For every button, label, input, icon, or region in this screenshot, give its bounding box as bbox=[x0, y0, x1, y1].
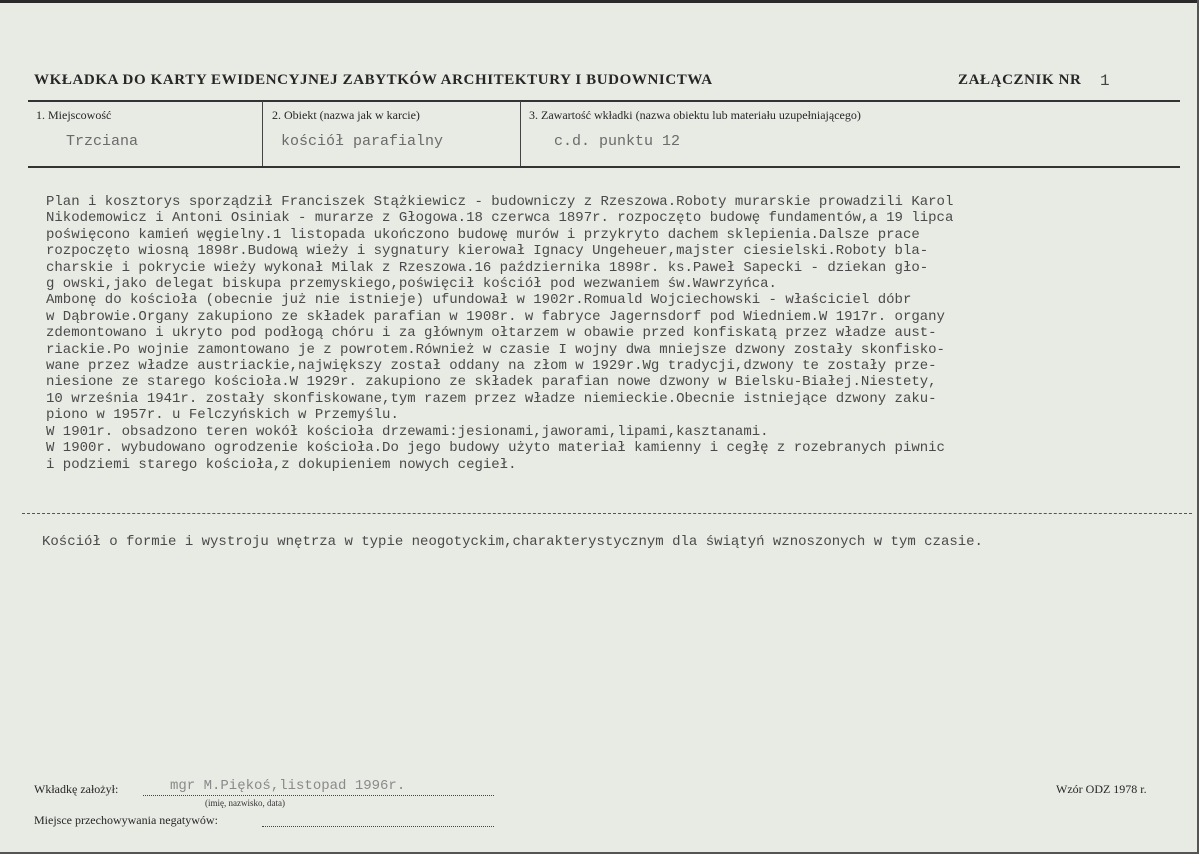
history-line: niesione ze starego kościoła.W 1929r. zakupiono ze składek parafian nowe dzwony w Bielsku-Białej.Niestety, bbox=[46, 374, 937, 391]
style-summary: Kościół o formie i wystroju wnętrza w typie neogotyckim,charakterystycznym dla świątyń wznoszonych w tym czasie. bbox=[42, 534, 983, 550]
field-divider-1 bbox=[262, 101, 263, 167]
created-by-hint: (imię, nazwisko, data) bbox=[205, 798, 285, 808]
history-line: 10 września 1941r. zostały skonfiskowane,tym razem przez władze niemieckie.Obecnie istniejące dzwony zaku- bbox=[46, 390, 937, 407]
history-line: poświęcono kamień węgielny.1 listopada ukończono budowę murów i przykryto dachem sklepienia.Dalsze prace bbox=[46, 226, 920, 243]
annex-label: ZAŁĄCZNIK NR bbox=[958, 72, 1082, 88]
history-line: Ambonę do kościoła (obecnie już nie istnieje) ufundował w 1902r.Romuald Wojciechowski - właściciel dóbr bbox=[46, 292, 912, 309]
history-line: rozpoczęto wiosną 1898r.Budową wieży i sygnatury kierował Ignacy Ungeheuer,majster ciesielski.Roboty bla- bbox=[46, 243, 929, 260]
storage-label: Miejsce przechowywania negatywów: bbox=[34, 813, 218, 827]
top-edge bbox=[0, 0, 1199, 3]
history-line: g owski,jako delegat biskupa przemyskiego,poświęcił kościół pod wezwaniem św.Wawrzyńca. bbox=[46, 276, 777, 293]
history-line: Nikodemowicz i Antoni Osiniak - murarze z Głogowa.18 czerwca 1897r. rozpoczęto budowę fundamentów,a 19 lipca bbox=[46, 210, 954, 227]
history-line: Plan i kosztorys sporządził Franciszek Stążkiewicz - budowniczy z Rzeszowa.Roboty murarskie prowadzili Karol bbox=[46, 194, 954, 210]
header-rule-bottom bbox=[28, 166, 1180, 168]
card-title: WKŁADKA DO KARTY EWIDENCYJNEJ ZABYTKÓW ARCHITEKTURY I BUDOWNICTWA bbox=[34, 72, 713, 88]
created-by-value: mgr M.Piękoś,listopad 1996r. bbox=[170, 778, 406, 794]
content-label: 3. Zawartość wkładki (nazwa obiektu lub materiału uzupełniającego) bbox=[529, 108, 861, 122]
history-line: i podziemi starego kościoła,z dokupieniem nowych cegieł. bbox=[46, 456, 517, 473]
storage-dots bbox=[262, 826, 494, 827]
created-by-dots bbox=[143, 795, 494, 796]
locality-value: Trzciana bbox=[66, 133, 139, 150]
history-line: charskie i pokrycie wieży wykonał Milak z Rzeszowa.16 października 1898r. ks.Paweł Sapecki - dziekan gło- bbox=[46, 259, 929, 276]
history-line: zdemontowano i ukryto pod podłogą chóru i za głównym ołtarzem w obawie przed konfiskatą przez władze aust- bbox=[46, 325, 937, 342]
content-value: c.d. punktu 12 bbox=[554, 133, 681, 150]
header-rule-top bbox=[28, 100, 1180, 102]
dashed-separator bbox=[22, 513, 1192, 514]
history-line: w Dąbrowie.Organy zakupiono ze składek parafian w 1908r. w fabryce Jagernsdorf pod Wiedniem.W 1917r. organy bbox=[46, 308, 945, 325]
created-by-label: Wkładkę założył: bbox=[34, 782, 119, 796]
history-line: W 1901r. obsadzono teren wokół kościoła drzewami:jesionami,jaworami,lipami,kasztanami. bbox=[46, 423, 769, 440]
field-divider-2 bbox=[520, 101, 521, 167]
object-label: 2. Obiekt (nazwa jak w karcie) bbox=[272, 108, 420, 122]
annex-number: 1 bbox=[1100, 72, 1110, 90]
history-line: W 1900r. wybudowano ogrodzenie kościoła.Do jego budowy użyto materiał kamienny i cegłę z rozebranych piwnic bbox=[46, 440, 945, 457]
locality-label: 1. Miejscowość bbox=[36, 108, 112, 122]
object-value: kościół parafialny bbox=[281, 133, 444, 150]
history-line: riackie.Po wojnie zamontowano je z powrotem.Również w czasie I wojny dwa mniejsze dzwony zostały skonfisko- bbox=[46, 341, 945, 358]
history-line: piono w 1957r. u Felczyńskich w Przemyślu. bbox=[46, 407, 399, 424]
form-code: Wzór ODZ 1978 r. bbox=[1056, 782, 1147, 796]
history-text bbox=[46, 194, 1166, 473]
history-line: wane przez władze austriackie,największy został oddany na złom w 1929r.Wg tradycji,dzwony te zostały prze- bbox=[46, 358, 937, 375]
